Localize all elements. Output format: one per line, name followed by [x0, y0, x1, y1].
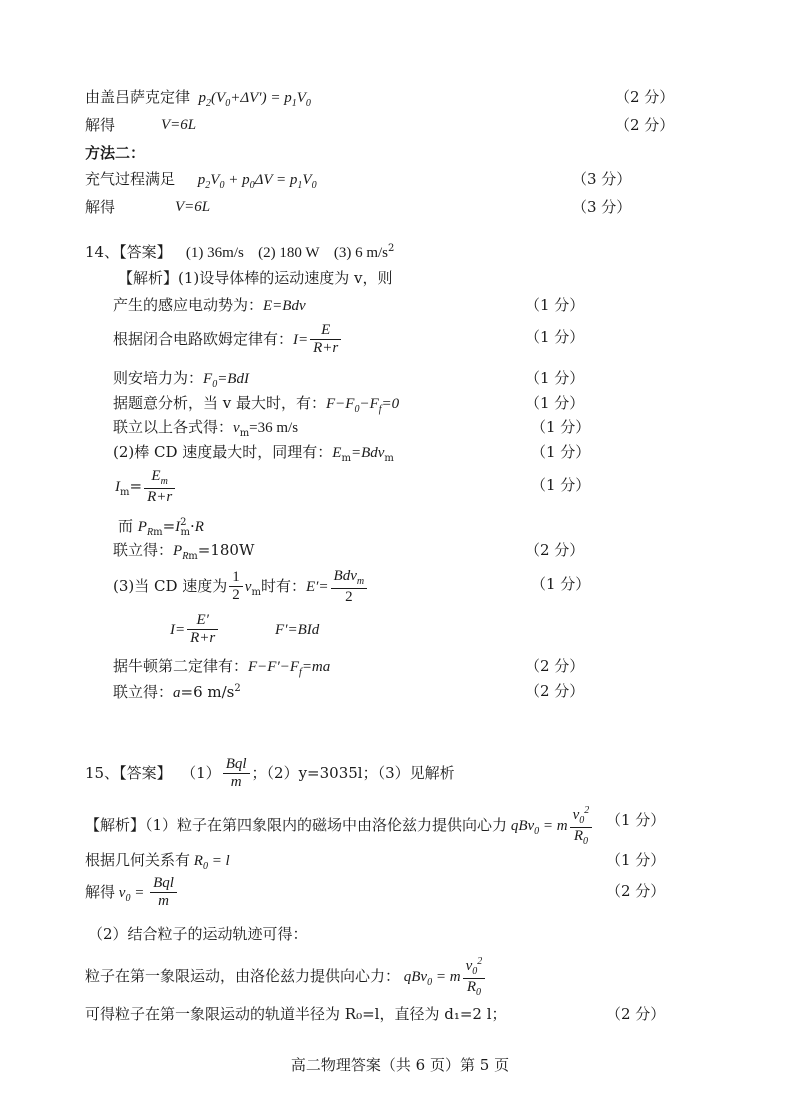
score: （2 分） — [606, 882, 666, 900]
q14-l11: I= $\frac{E'}{R+r}$ F′=BId — [170, 612, 320, 647]
emf-fraction: $\frac{Bdv_m}{2}$ — [331, 568, 368, 606]
q15-l6: 可得粒子在第一象限运动的轨道半径为 R₀=l，直径为 d₁=2 l； — [85, 1005, 507, 1023]
page-footer: 高二物理答案（共 6 页）第 5 页 — [290, 1056, 510, 1074]
q14-l2: 根据闭合电路欧姆定律有：I= $\frac{E}{R+r}$ — [113, 322, 343, 358]
q14-l5: 联立以上各式得：$v_m=36$ m/s — [113, 418, 299, 439]
inflation-equation: $p_2V_0 + p_0\Delta V = p_1V_0$ — [197, 172, 317, 191]
q14-l6: (2)棒 CD 速度最大时，同理有：$E_m=Bdv_m$ — [113, 443, 394, 464]
gay-lussac-equation: $p_2(V_0+\Delta V') = p_1V_0$ — [194, 90, 311, 109]
q14-l4: 据题意分析，当 v 最大时，有：$F-F_0-F_f=0$ — [113, 394, 400, 415]
score: （1 分） — [531, 418, 591, 436]
score: （1 分） — [525, 296, 585, 314]
current-fraction-2: $\frac{E'}{R+r}$ — [187, 612, 218, 648]
s13-line2-eq: V=6L — [161, 117, 197, 133]
q14-header: 14、【答案】 (1) 36m/s (2) 180 W (3) 6 $m/s^2$ — [85, 243, 395, 261]
score: （3 分） — [572, 198, 632, 216]
q15-header: 15、【答案】 （1） $\frac{\text{Bql}}{m}$ ；（2）y=3035l；（3）见解析 — [85, 756, 455, 791]
current-fraction: $\frac{E_m}{R+r}$ — [144, 468, 175, 506]
q15-l5: 粒子在第一象限运动，由洛伦兹力提供向心力： qBv$_0$ = m $\frac{v_0^2}{R_0}$ — [85, 956, 487, 998]
score: （1 分） — [525, 394, 585, 412]
score: （2 分） — [606, 1005, 666, 1023]
s13-line4-label: 解得 — [85, 198, 116, 216]
method2-title: 方法二： — [85, 144, 146, 162]
q14-l3: 则安培力为：$F_0=BdI$ — [113, 369, 249, 390]
q15-l4: （2）结合粒子的运动轨迹可得： — [88, 925, 308, 943]
score: （2 分） — [615, 88, 675, 106]
score: （1 分） — [531, 575, 591, 593]
q15-l3: 解得 $v_0$ = $\frac{\text{Bql}}{m}$ — [85, 875, 179, 911]
score: （2 分） — [525, 657, 585, 675]
q14-l1: 产生的感应电动势为：E=Bdv — [113, 296, 306, 314]
s13-line2-label: 解得 — [85, 116, 116, 134]
q14-l8: 而 $P_{Rm}=I^2_m\cdot R$ — [118, 517, 204, 538]
score: （1 分） — [606, 811, 666, 829]
score: （1 分） — [525, 328, 585, 346]
s13-line1: 由盖吕萨克定律 $p_2(V_0+\Delta V') = p_1V_0$ — [85, 88, 311, 109]
score: （3 分） — [572, 170, 632, 188]
score: （2 分） — [615, 116, 675, 134]
ohm-fraction: $\frac{E}{R+r}$ — [310, 322, 341, 358]
s13-line3: 充气过程满足 $p_2V_0 + p_0\Delta V = p_1V_0$ — [85, 170, 317, 191]
q14-l12: 据牛顿第二定律有：$F-F'-F_f=ma$ — [113, 657, 331, 678]
score: （1 分） — [531, 476, 591, 494]
q14-l13: 联立得：a=6 $m/s^2$ — [113, 683, 241, 701]
s13-line4-eq: V=6L — [175, 199, 211, 215]
q14-l9: 联立得：$P_{Rm}=180W$ — [113, 541, 255, 562]
q14-l7: $I_m=$ $\frac{E_m}{R+r}$ — [115, 468, 177, 506]
q15-l2: 根据几何关系有 $R_0 = l$ — [85, 851, 230, 872]
score: （1 分） — [531, 443, 591, 461]
score: （1 分） — [606, 851, 666, 869]
score: （2 分） — [525, 541, 585, 559]
q15-l1: 【解析】（1）粒子在第四象限内的磁场中由洛伦兹力提供向心力 qBv$_0$ = m $\frac{v_0^2}{R_0}$ — [85, 805, 594, 847]
score: （1 分） — [525, 369, 585, 387]
q14-analysis-intro: 【解析】(1)设导体棒的运动速度为 v，则 — [118, 269, 393, 287]
score: （2 分） — [525, 682, 585, 700]
q14-l10: (3)当 CD 速度为 $\frac{1}{2}$ $v_m$时有：E′= $\frac{Bdv_m}{2}$ — [113, 568, 369, 606]
